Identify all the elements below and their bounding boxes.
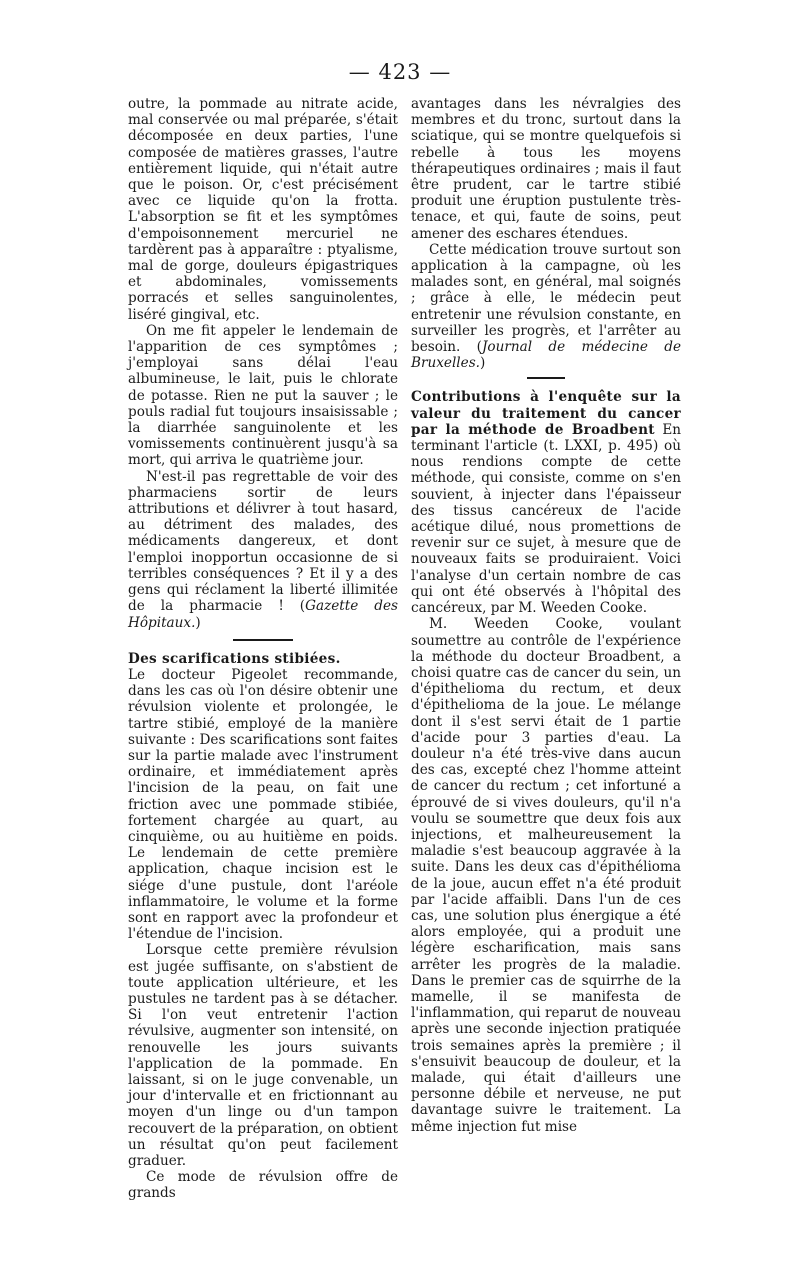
paragraph: M. Weeden Cooke, voulant soumettre au contrôle de l'expérience la méthode du docteur Broadbent, a choisi quatre cas de cancer du sein, un d'épithelioma du rectum, et deux d'épithelioma de la joue. Le mélange dont il s'est servi était de 1 partie d'acide pour 3 parties d'eau. La douleur n'a été très-vive dans aucun des cas, excepté chez l'homme atteint de cancer du rectum ; cet infortuné a éprouvé de si vives douleurs, qu'il n'a voulu se soumettre que deux fois aux injections, et malheureusement la maladie s'est beaucoup aggravée à la suite. Dans les deux cas d'épithélioma de la joue, aucun effet n'a été produit par l'acide affaibli. Dans l'un de ces cas, une solution plus énergique a été alors employée, qui a produit une légère escharification, mais sans arrêter les progrès de la maladie. Dans le premier cas de squirrhe de la mamelle, il se manifesta de l'inflammation, qui reparut de nouveau après une seconde injection pratiquée trois semaines après la première ; il s'ensuivit beaucoup de douleur, et la malade, qui était d'ailleurs une personne débile et nerveuse, ne put davantage suivre le traitement. La même injection fut mise	[411, 616, 681, 1135]
section-divider	[527, 377, 565, 379]
paragraph-text: )	[195, 614, 201, 631]
source-citation: Gazette des Hôpitaux.	[128, 598, 398, 631]
paragraph: Ce mode de révulsion offre de grands	[128, 1169, 398, 1202]
left-column	[128, 96, 398, 1202]
paragraph-text: )	[480, 355, 486, 372]
paragraph-text: En terminant l'article (t. LXXI, p. 495) où nous rendions compte de cette méthode, qui consiste, comme on s'en souvient, à injecter dans l'épaisseur des tissus cancéreux de l'acide acétique dilué, nous promettions de revenir sur ce sujet, à mesure que de nouveaux faits se produiraient. Voici l'analyse d'un certain nombre de cas qui ont été observés à l'hôpital des cancéreux, par M. Weeden Cooke.	[411, 421, 681, 617]
paragraph: On me fit appeler le lendemain de l'apparition de ces symptômes ; j'employai sans délai l'eau albumineuse, le lait, puis le chlorate de potasse. Rien ne put la sauver ; le pouls radial fut toujours insaisissable ; la diarrhée sanguinolente et les vomissements continuèrent jusqu'à sa mort, qui arriva le quatrième jour.	[128, 322, 398, 469]
right-column	[411, 96, 681, 1135]
paragraph: avantages dans les névralgies des membres et du tronc, surtout dans la sciatique, qui se montre quelquefois si rebelle à tous les moyens thérapeutiques ordinaires ; mais il faut être prudent, car le tartre stibié produit une éruption pustulente très-tenace, et qui, faute de soins, peut amener des eschares étendues.	[411, 96, 681, 242]
source-citation: Journal de médecine de Bruxelles.	[411, 339, 681, 372]
paragraph	[128, 469, 398, 631]
paragraph	[411, 242, 681, 372]
paragraph	[411, 389, 681, 616]
paragraph-text: Cette médication trouve surtout son application à la campagne, où les malades sont, en général, mal soignés ; grâce à elle, le médecin peut entretenir une révulsion constante, en surveiller les progrès, et l'arrêter au besoin. (	[411, 241, 681, 356]
section-title: Des scarifications stibiées.	[128, 650, 341, 667]
paragraph-text: N'est-il pas regrettable de voir des pharmaciens sortir de leurs attributions et délivrer à tout hasard, au détriment des malades, des médicaments dangereux, et dont l'emploi inopportun occasionne de si terribles conséquences ? Et il y a des gens qui réclament la liberté illimitée de la pharmacie ! (	[128, 468, 398, 615]
paragraph: outre, la pommade au nitrate acide, mal conservée ou mal préparée, s'était décomposée en deux parties, l'une composée de matières grasses, l'autre entièrement liquide, qui n'était autre que le poison. Or, c'est précisément avec ce liquide qu'on la frotta. L'absorption se fit et les symptômes d'empoisonnement mercuriel ne tardèrent pas à apparaître : ptyalisme, mal de gorge, douleurs épigastriques et abdominales, vomissements porracés et selles sanguinolentes, liséré gingival, etc.	[128, 96, 398, 323]
section-divider	[233, 639, 293, 641]
page-number: — 423 —	[348, 60, 452, 84]
paragraph: Lorsque cette première révulsion est jugée suffisante, on s'abstient de toute application ultérieure, et les pustules ne tardent pas à se détacher. Si l'on veut entretenir l'action révulsive, augmenter son intensité, on renouvelle les jours suivants l'application de la pommade. En laissant, si on le juge convenable, un jour d'intervalle et en frictionnant au moyen d'un linge ou d'un tampon recouvert de la préparation, on obtient un résultat qu'on peut facilement graduer.	[128, 942, 398, 1169]
paragraph: Le docteur Pigeolet recommande, dans les cas où l'on désire obtenir une révulsion violente et prolongée, le tartre stibié, employé de la manière suivante : Des scarifications sont faites sur la partie malade avec l'instrument ordinaire, et immédiatement après l'incision de la peau, on fait une friction avec une pommade stibiée, fortement chargée au quart, au cinquième, ou au huitième en poids. Le lendemain de cette première application, chaque incision est le siége d'une pustule, dont l'aréole inflammatoire, le volume et la forme sont en rapport avec la profondeur et l'étendue de l'incision.	[128, 666, 398, 943]
section-title: Contributions à l'enquête sur la valeur du traitement du cancer par la méthode de Broadbent	[411, 389, 681, 438]
